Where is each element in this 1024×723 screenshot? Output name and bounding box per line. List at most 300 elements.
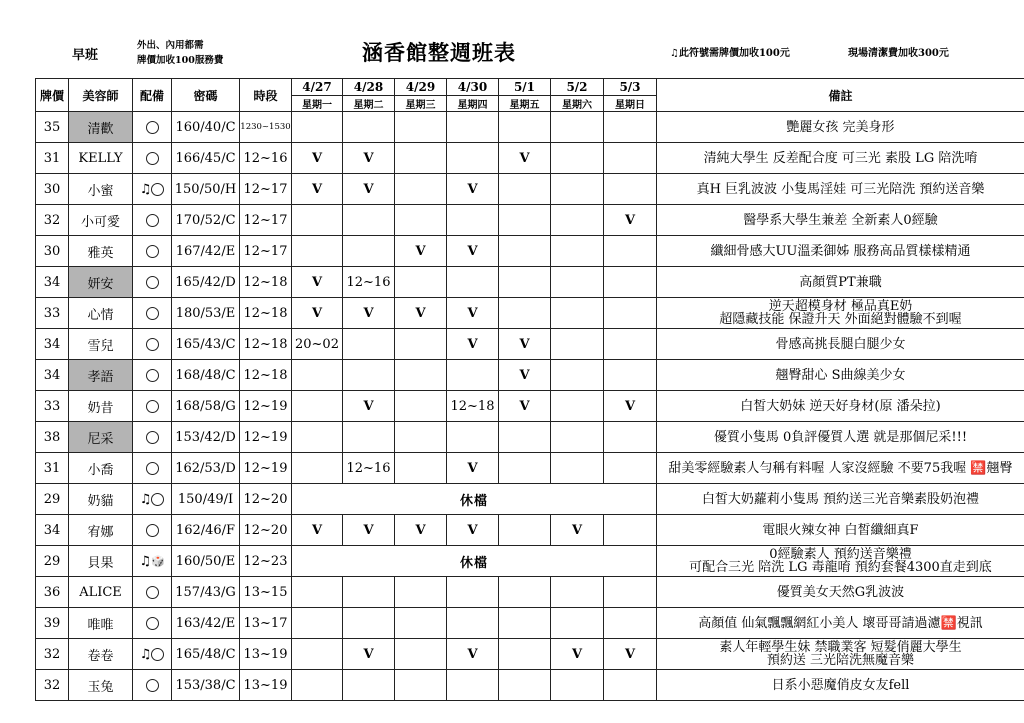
day-cell <box>343 329 395 360</box>
equip-cell <box>133 453 172 484</box>
day-cell: V <box>343 174 395 205</box>
table-row <box>36 670 1024 701</box>
time-cell: 1230~1530 <box>240 112 292 143</box>
circle-icon <box>146 400 159 413</box>
remark-line: 真H 巨乳波波 小隻馬淫娃 可三光陪洗 預約送音樂 <box>696 181 985 197</box>
day-cell <box>447 267 499 298</box>
table-row <box>36 515 1024 546</box>
remark-cell <box>657 236 1024 267</box>
day-cell <box>551 112 604 143</box>
col-header-price: 牌價 <box>36 79 69 112</box>
day-cell <box>499 298 551 329</box>
name-cell: 奶昔 <box>69 391 133 422</box>
name-cell: 尼采 <box>69 422 133 453</box>
code-cell: 165/48/C <box>172 639 240 670</box>
day-cell: 12~18 <box>447 391 499 422</box>
code-cell: 160/50/E <box>172 546 240 577</box>
day-cell <box>551 174 604 205</box>
circle-icon <box>146 121 159 134</box>
col-header-weekday: 星期四 <box>447 96 499 112</box>
code-cell: 162/53/D <box>172 453 240 484</box>
symbol-surcharge-note: ♫此符號需牌價加收100元 <box>670 48 790 59</box>
day-cell <box>551 267 604 298</box>
remark-cell <box>657 608 1024 639</box>
remark-line: 可配合三光 陪洗 LG 毒龍唷 預約套餐4300直走到底 <box>689 560 992 575</box>
day-cell <box>395 391 447 422</box>
price-cell: 29 <box>36 546 69 577</box>
code-cell: 166/45/C <box>172 143 240 174</box>
day-cell <box>447 205 499 236</box>
code-cell: 163/42/E <box>172 608 240 639</box>
day-cell <box>604 360 657 391</box>
code-cell: 165/43/C <box>172 329 240 360</box>
col-header-weekday: 星期一 <box>292 96 343 112</box>
remark-cell <box>657 391 1024 422</box>
day-cell <box>395 639 447 670</box>
table-row <box>36 112 1024 143</box>
day-cell: V <box>447 639 499 670</box>
day-cell: V <box>551 515 604 546</box>
equip-cell <box>133 608 172 639</box>
remark-cell <box>657 267 1024 298</box>
shift-label: 早班 <box>72 48 99 63</box>
time-cell: 12~17 <box>240 205 292 236</box>
day-cell <box>499 670 551 701</box>
music-note-icon: ♫ <box>139 646 152 662</box>
day-cell: V <box>447 329 499 360</box>
day-cell <box>551 422 604 453</box>
circle-icon <box>146 617 159 630</box>
day-cell <box>292 422 343 453</box>
circle-icon <box>151 648 164 661</box>
time-cell: 12~20 <box>240 484 292 515</box>
equip-cell <box>133 546 172 577</box>
time-cell: 12~19 <box>240 391 292 422</box>
name-cell: ALICE <box>69 577 133 608</box>
circle-icon <box>146 431 159 444</box>
day-cell <box>604 670 657 701</box>
equip-cell <box>133 236 172 267</box>
music-note-icon: ♫ <box>139 181 152 197</box>
time-cell: 12~19 <box>240 453 292 484</box>
price-cell: 32 <box>36 205 69 236</box>
day-cell <box>499 453 551 484</box>
day-cell <box>292 205 343 236</box>
day-cell <box>499 515 551 546</box>
table-row <box>36 639 1024 670</box>
day-cell <box>551 391 604 422</box>
cleaning-fee-note: 現場清潔費加收300元 <box>848 48 949 59</box>
code-cell: 168/48/C <box>172 360 240 391</box>
day-cell: V <box>395 298 447 329</box>
remark-cell <box>657 298 1024 329</box>
name-cell: 奶貓 <box>69 484 133 515</box>
remark-line: 高顏質PT兼職 <box>799 274 882 290</box>
time-cell: 13~17 <box>240 608 292 639</box>
remark-line: 白皙大奶蘿莉小隻馬 預約送三光音樂素股奶泡禮 <box>701 491 980 507</box>
service-fee-note-line1: 外出、內用都需 <box>137 40 204 51</box>
day-cell <box>292 112 343 143</box>
equip-cell <box>133 267 172 298</box>
day-cell: V <box>343 391 395 422</box>
table-row <box>36 577 1024 608</box>
day-cell <box>604 174 657 205</box>
remark-line: 白皙大奶妹 逆天好身材(原 潘朵拉) <box>740 398 941 414</box>
schedule-body <box>36 112 1024 701</box>
price-cell: 29 <box>36 484 69 515</box>
remark-cell <box>657 453 1024 484</box>
equip-cell <box>133 422 172 453</box>
equip-cell <box>133 360 172 391</box>
day-cell: V <box>343 298 395 329</box>
remark-line: 逆天超模身材 極品真E奶 <box>768 299 913 314</box>
remark-line: 艷麗女孩 完美身形 <box>786 119 895 135</box>
day-cell <box>447 422 499 453</box>
circle-icon <box>146 276 159 289</box>
schedule-header <box>0 0 1024 80</box>
time-cell: 13~15 <box>240 577 292 608</box>
col-header-date: 5/3 <box>604 79 657 96</box>
page-title: 涵香館整週班表 <box>362 40 516 65</box>
day-cell <box>551 360 604 391</box>
day-cell <box>551 236 604 267</box>
price-cell: 36 <box>36 577 69 608</box>
day-cell <box>447 577 499 608</box>
name-cell: 小可愛 <box>69 205 133 236</box>
remark-cell <box>657 546 1024 577</box>
price-cell: 34 <box>36 329 69 360</box>
day-cell <box>499 422 551 453</box>
time-cell: 12~19 <box>240 422 292 453</box>
day-cell: V <box>604 639 657 670</box>
day-cell <box>551 608 604 639</box>
day-cell <box>343 205 395 236</box>
equip-cell <box>133 298 172 329</box>
day-cell <box>395 112 447 143</box>
day-cell <box>499 112 551 143</box>
name-cell: 貝果 <box>69 546 133 577</box>
day-cell: 12~16 <box>343 267 395 298</box>
name-cell: 卷卷 <box>69 639 133 670</box>
rest-cell: 休檔 <box>292 546 657 577</box>
day-cell <box>395 267 447 298</box>
name-cell: 孝語 <box>69 360 133 391</box>
day-cell <box>343 360 395 391</box>
name-cell: 清歡 <box>69 112 133 143</box>
day-cell <box>292 453 343 484</box>
day-cell: V <box>447 174 499 205</box>
time-cell: 13~19 <box>240 670 292 701</box>
remark-line: 超隱藏技能 保證升天 外面絕對體驗不到喔 <box>719 312 962 327</box>
table-row <box>36 453 1024 484</box>
remark-line: 優質小隻馬 0負評優質人選 就是那個尼采!!! <box>713 429 968 445</box>
day-cell <box>499 174 551 205</box>
time-cell: 12~18 <box>240 298 292 329</box>
table-row <box>36 143 1024 174</box>
equip-cell <box>133 329 172 360</box>
day-cell: V <box>343 639 395 670</box>
table-row <box>36 174 1024 205</box>
table-row <box>36 608 1024 639</box>
day-cell <box>499 608 551 639</box>
time-cell: 12~16 <box>240 143 292 174</box>
day-cell <box>292 577 343 608</box>
price-cell: 32 <box>36 639 69 670</box>
day-cell <box>343 112 395 143</box>
service-fee-note <box>137 38 223 68</box>
table-row <box>36 267 1024 298</box>
code-cell: 167/42/E <box>172 236 240 267</box>
code-cell: 153/42/D <box>172 422 240 453</box>
code-cell: 168/58/G <box>172 391 240 422</box>
price-cell: 30 <box>36 236 69 267</box>
table-row <box>36 484 1024 515</box>
price-cell: 38 <box>36 422 69 453</box>
code-cell: 160/40/C <box>172 112 240 143</box>
code-cell: 150/50/H <box>172 174 240 205</box>
day-cell <box>292 608 343 639</box>
equip-cell <box>133 205 172 236</box>
day-cell <box>499 267 551 298</box>
col-header-weekday: 星期六 <box>551 96 604 112</box>
time-cell: 12~23 <box>240 546 292 577</box>
table-row <box>36 205 1024 236</box>
price-cell: 31 <box>36 453 69 484</box>
day-cell: V <box>343 143 395 174</box>
col-header-date: 4/28 <box>343 79 395 96</box>
remark-cell <box>657 639 1024 670</box>
music-note-icon: ♫ <box>139 491 152 507</box>
time-cell: 12~17 <box>240 236 292 267</box>
remark-cell <box>657 174 1024 205</box>
day-cell <box>292 360 343 391</box>
circle-icon <box>146 338 159 351</box>
remark-cell <box>657 205 1024 236</box>
day-cell <box>343 236 395 267</box>
name-cell: 小蜜 <box>69 174 133 205</box>
schedule-table <box>35 78 1024 701</box>
day-cell <box>343 577 395 608</box>
col-header-time: 時段 <box>240 79 292 112</box>
price-cell: 35 <box>36 112 69 143</box>
day-cell <box>604 329 657 360</box>
day-cell <box>551 143 604 174</box>
day-cell <box>292 670 343 701</box>
col-header-remark: 備註 <box>657 79 1024 112</box>
circle-icon <box>146 462 159 475</box>
name-cell: 宥娜 <box>69 515 133 546</box>
time-cell: 12~17 <box>240 174 292 205</box>
remark-cell <box>657 484 1024 515</box>
equip-cell <box>133 484 172 515</box>
time-cell: 12~18 <box>240 360 292 391</box>
day-cell <box>292 639 343 670</box>
day-cell: V <box>604 205 657 236</box>
circle-icon <box>146 679 159 692</box>
day-cell <box>551 205 604 236</box>
code-cell: 150/49/I <box>172 484 240 515</box>
equip-cell <box>133 639 172 670</box>
day-cell <box>499 236 551 267</box>
equip-cell <box>133 515 172 546</box>
remark-line: 日系小惡魔俏皮女友fell <box>771 677 910 693</box>
day-cell <box>604 298 657 329</box>
day-cell <box>395 329 447 360</box>
remark-cell <box>657 422 1024 453</box>
day-cell <box>604 577 657 608</box>
day-cell <box>499 577 551 608</box>
name-cell: 雅英 <box>69 236 133 267</box>
day-cell <box>604 422 657 453</box>
day-cell <box>447 670 499 701</box>
remark-cell <box>657 360 1024 391</box>
price-cell: 32 <box>36 670 69 701</box>
circle-icon <box>151 183 164 196</box>
service-fee-note-line2: 牌價加收100服務費 <box>137 55 224 66</box>
price-cell: 31 <box>36 143 69 174</box>
day-cell <box>604 608 657 639</box>
day-cell <box>499 639 551 670</box>
remark-line: 翹臀甜心 S曲線美少女 <box>775 367 906 383</box>
remark-line: 骨感高挑長腿白腿少女 <box>775 336 906 352</box>
day-cell <box>395 174 447 205</box>
remark-cell <box>657 143 1024 174</box>
day-cell: V <box>499 360 551 391</box>
remark-line: 0經驗素人 預約送音樂禮 <box>769 547 912 562</box>
circle-icon <box>146 245 159 258</box>
name-cell: 妍安 <box>69 267 133 298</box>
day-cell <box>395 143 447 174</box>
day-cell <box>551 577 604 608</box>
remark-line: 清純大學生 反差配合度 可三光 素股 LG 陪洗唷 <box>703 150 978 166</box>
remark-line: 纖細骨感大UU溫柔御姊 服務高品質樣樣精通 <box>710 243 971 259</box>
day-cell <box>604 515 657 546</box>
table-row <box>36 422 1024 453</box>
price-cell: 33 <box>36 391 69 422</box>
day-cell <box>343 608 395 639</box>
day-cell <box>292 391 343 422</box>
col-header-date: 4/30 <box>447 79 499 96</box>
day-cell: V <box>395 515 447 546</box>
day-cell <box>447 608 499 639</box>
code-cell: 153/38/C <box>172 670 240 701</box>
day-cell: V <box>604 391 657 422</box>
day-cell: V <box>447 298 499 329</box>
remark-line: 醫學系大學生兼差 全新素人0經驗 <box>743 212 938 228</box>
day-cell <box>604 236 657 267</box>
code-cell: 165/42/D <box>172 267 240 298</box>
name-cell: KELLY <box>69 143 133 174</box>
table-row <box>36 236 1024 267</box>
table-row <box>36 298 1024 329</box>
col-header-date: 4/29 <box>395 79 447 96</box>
day-cell <box>395 360 447 391</box>
day-cell <box>551 329 604 360</box>
col-header-code: 密碼 <box>172 79 240 112</box>
code-cell: 180/53/E <box>172 298 240 329</box>
day-cell: V <box>292 267 343 298</box>
code-cell: 157/43/G <box>172 577 240 608</box>
day-cell <box>551 453 604 484</box>
circle-icon <box>146 586 159 599</box>
col-header-equip: 配備 <box>133 79 172 112</box>
day-cell <box>604 453 657 484</box>
day-cell <box>604 267 657 298</box>
circle-icon <box>146 524 159 537</box>
day-cell <box>395 577 447 608</box>
day-cell <box>604 112 657 143</box>
table-row <box>36 391 1024 422</box>
price-cell: 34 <box>36 360 69 391</box>
remark-line: 預約送 三光陪洗無魔音樂 <box>766 653 915 668</box>
day-cell: V <box>447 236 499 267</box>
day-cell: V <box>447 515 499 546</box>
time-cell: 12~20 <box>240 515 292 546</box>
day-cell: V <box>343 515 395 546</box>
col-header-weekday: 星期三 <box>395 96 447 112</box>
day-cell <box>499 205 551 236</box>
remark-line: 優質美女天然G乳波波 <box>776 584 905 600</box>
day-cell: 20~02 <box>292 329 343 360</box>
remark-cell <box>657 577 1024 608</box>
day-cell: V <box>499 143 551 174</box>
day-cell <box>551 298 604 329</box>
day-cell <box>395 453 447 484</box>
price-cell: 33 <box>36 298 69 329</box>
table-row <box>36 360 1024 391</box>
equip-cell <box>133 391 172 422</box>
day-cell: V <box>395 236 447 267</box>
col-header-weekday: 星期二 <box>343 96 395 112</box>
col-header-weekday: 星期日 <box>604 96 657 112</box>
col-header-date: 5/1 <box>499 79 551 96</box>
header-row-dates <box>36 79 1024 96</box>
rest-cell: 休檔 <box>292 484 657 515</box>
code-cell: 162/46/F <box>172 515 240 546</box>
day-cell: 12~16 <box>343 453 395 484</box>
price-cell: 39 <box>36 608 69 639</box>
col-header-date: 4/27 <box>292 79 343 96</box>
name-cell: 玉兔 <box>69 670 133 701</box>
circle-icon <box>151 493 164 506</box>
equip-cell <box>133 577 172 608</box>
day-cell <box>343 670 395 701</box>
circle-icon <box>146 152 159 165</box>
name-cell: 雪兒 <box>69 329 133 360</box>
day-cell <box>343 422 395 453</box>
day-cell <box>447 360 499 391</box>
time-cell: 13~19 <box>240 639 292 670</box>
equip-cell <box>133 143 172 174</box>
day-cell <box>395 422 447 453</box>
name-cell: 唯唯 <box>69 608 133 639</box>
price-cell: 34 <box>36 515 69 546</box>
day-cell: V <box>499 391 551 422</box>
price-cell: 30 <box>36 174 69 205</box>
name-cell: 小喬 <box>69 453 133 484</box>
day-cell <box>551 670 604 701</box>
day-cell <box>447 112 499 143</box>
remark-cell <box>657 670 1024 701</box>
price-cell: 34 <box>36 267 69 298</box>
remark-cell <box>657 515 1024 546</box>
remark-cell <box>657 112 1024 143</box>
remark-line: 甜美零經驗素人勻稱有料喔 人家沒經驗 不要75我喔 🈲翹臀 <box>668 460 1013 476</box>
remark-line: 素人年輕學生妹 禁職業客 短髮俏麗大學生 <box>719 640 962 655</box>
name-cell: 心情 <box>69 298 133 329</box>
day-cell: V <box>499 329 551 360</box>
day-cell: V <box>292 174 343 205</box>
